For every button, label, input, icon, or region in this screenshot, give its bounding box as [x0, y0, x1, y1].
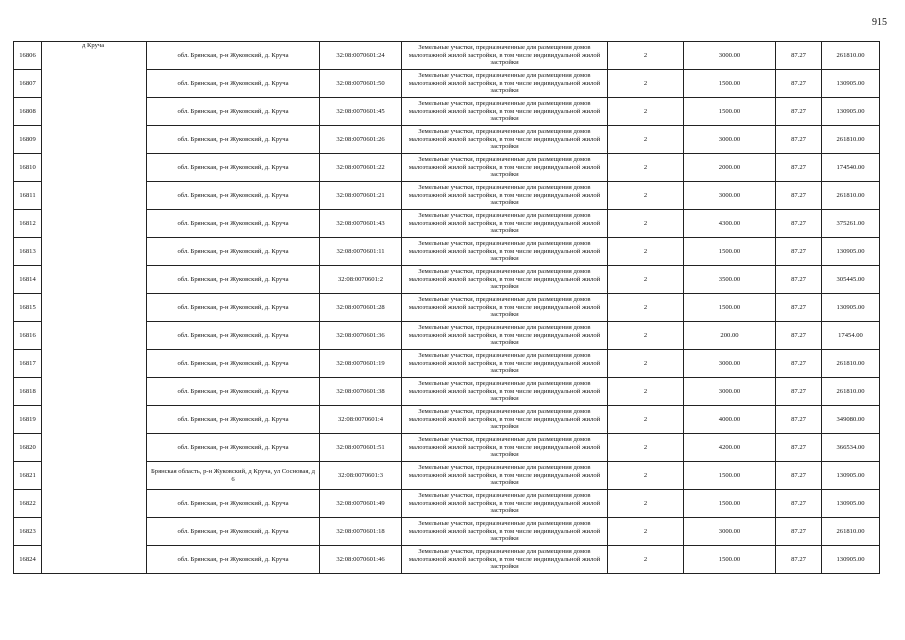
description-cell: Земельные участки, предназначенные для размещения домов малоэтажной жилой застройки, в том числе индивидуальной жилой застройки — [402, 70, 608, 98]
id-cell: 16811 — [14, 182, 42, 210]
id-cell: 16823 — [14, 518, 42, 546]
rate-cell: 87.27 — [776, 182, 822, 210]
price-cell: 174540.00 — [822, 154, 880, 182]
description-cell: Земельные участки, предназначенные для размещения домов малоэтажной жилой застройки, в том числе индивидуальной жилой застройки — [402, 294, 608, 322]
area-cell: 4200.00 — [684, 434, 776, 462]
category-cell: 2 — [608, 322, 684, 350]
area-cell: 1500.00 — [684, 294, 776, 322]
cadastral-cell: 32:08:0070601:3 — [320, 462, 402, 490]
cadastral-cell: 32:08:0070601:28 — [320, 294, 402, 322]
address-cell: обл. Брянская, р-н Жуковский, д. Круча — [147, 154, 320, 182]
rate-cell: 87.27 — [776, 210, 822, 238]
rate-cell: 87.27 — [776, 434, 822, 462]
category-cell: 2 — [608, 294, 684, 322]
address-cell: обл. Брянская, р-н Жуковский, д. Круча — [147, 70, 320, 98]
description-cell: Земельные участки, предназначенные для размещения домов малоэтажной жилой застройки, в том числе индивидуальной жилой застройки — [402, 266, 608, 294]
category-cell: 2 — [608, 434, 684, 462]
id-cell: 16810 — [14, 154, 42, 182]
area-cell: 3500.00 — [684, 266, 776, 294]
rate-cell: 87.27 — [776, 406, 822, 434]
registry-body — [14, 42, 880, 574]
cadastral-cell: 32:08:0070601:22 — [320, 154, 402, 182]
cadastral-cell: 32:08:0070601:49 — [320, 490, 402, 518]
price-cell: 130905.00 — [822, 70, 880, 98]
id-cell: 16824 — [14, 546, 42, 574]
category-cell: 2 — [608, 406, 684, 434]
cadastral-cell: 32:08:0070601:18 — [320, 518, 402, 546]
description-cell: Земельные участки, предназначенные для размещения домов малоэтажной жилой застройки, в том числе индивидуальной жилой застройки — [402, 350, 608, 378]
price-cell: 261810.00 — [822, 126, 880, 154]
cadastral-cell: 32:08:0070601:50 — [320, 70, 402, 98]
address-cell: обл. Брянская, р-н Жуковский, д. Круча — [147, 238, 320, 266]
area-cell: 1500.00 — [684, 490, 776, 518]
address-cell: обл. Брянская, р-н Жуковский, д. Круча — [147, 210, 320, 238]
locality-cell: д Круча — [42, 42, 147, 574]
cadastral-cell: 32:08:0070601:19 — [320, 350, 402, 378]
rate-cell: 87.27 — [776, 350, 822, 378]
rate-cell: 87.27 — [776, 154, 822, 182]
id-cell: 16813 — [14, 238, 42, 266]
category-cell: 2 — [608, 182, 684, 210]
rate-cell: 87.27 — [776, 238, 822, 266]
address-cell: обл. Брянская, р-н Жуковский, д. Круча — [147, 350, 320, 378]
category-cell: 2 — [608, 378, 684, 406]
id-cell: 16821 — [14, 462, 42, 490]
area-cell: 3000.00 — [684, 42, 776, 70]
category-cell: 2 — [608, 70, 684, 98]
price-cell: 17454.00 — [822, 322, 880, 350]
price-cell: 261810.00 — [822, 42, 880, 70]
price-cell: 305445.00 — [822, 266, 880, 294]
address-cell: обл. Брянская, р-н Жуковский, д. Круча — [147, 126, 320, 154]
category-cell: 2 — [608, 350, 684, 378]
description-cell: Земельные участки, предназначенные для размещения домов малоэтажной жилой застройки, в том числе индивидуальной жилой застройки — [402, 518, 608, 546]
category-cell: 2 — [608, 238, 684, 266]
area-cell: 3000.00 — [684, 182, 776, 210]
address-cell: обл. Брянская, р-н Жуковский, д. Круча — [147, 182, 320, 210]
id-cell: 16814 — [14, 266, 42, 294]
area-cell: 3000.00 — [684, 378, 776, 406]
description-cell: Земельные участки, предназначенные для размещения домов малоэтажной жилой застройки, в том числе индивидуальной жилой застройки — [402, 42, 608, 70]
area-cell: 3000.00 — [684, 126, 776, 154]
id-cell: 16807 — [14, 70, 42, 98]
address-cell: обл. Брянская, р-н Жуковский, д. Круча — [147, 294, 320, 322]
cadastral-cell: 32:08:0070601:45 — [320, 98, 402, 126]
rate-cell: 87.27 — [776, 266, 822, 294]
rate-cell: 87.27 — [776, 546, 822, 574]
description-cell: Земельные участки, предназначенные для размещения домов малоэтажной жилой застройки, в том числе индивидуальной жилой застройки — [402, 126, 608, 154]
price-cell: 261810.00 — [822, 518, 880, 546]
price-cell: 130905.00 — [822, 490, 880, 518]
category-cell: 2 — [608, 546, 684, 574]
description-cell: Земельные участки, предназначенные для размещения домов малоэтажной жилой застройки, в том числе индивидуальной жилой застройки — [402, 182, 608, 210]
id-cell: 16822 — [14, 490, 42, 518]
price-cell: 130905.00 — [822, 546, 880, 574]
area-cell: 1500.00 — [684, 98, 776, 126]
address-cell: обл. Брянская, р-н Жуковский, д. Круча — [147, 266, 320, 294]
cadastral-cell: 32:08:0070601:2 — [320, 266, 402, 294]
cadastral-cell: 32:08:0070601:51 — [320, 434, 402, 462]
price-cell: 261810.00 — [822, 182, 880, 210]
id-cell: 16808 — [14, 98, 42, 126]
rate-cell: 87.27 — [776, 490, 822, 518]
category-cell: 2 — [608, 210, 684, 238]
description-cell: Земельные участки, предназначенные для размещения домов малоэтажной жилой застройки, в том числе индивидуальной жилой застройки — [402, 154, 608, 182]
area-cell: 1500.00 — [684, 462, 776, 490]
description-cell: Земельные участки, предназначенные для размещения домов малоэтажной жилой застройки, в том числе индивидуальной жилой застройки — [402, 210, 608, 238]
cadastral-cell: 32:08:0070601:24 — [320, 42, 402, 70]
address-cell: обл. Брянская, р-н Жуковский, д. Круча — [147, 322, 320, 350]
address-cell: обл. Брянская, р-н Жуковский, д. Круча — [147, 546, 320, 574]
cadastral-cell: 32:08:0070601:43 — [320, 210, 402, 238]
area-cell: 1500.00 — [684, 238, 776, 266]
address-cell: обл. Брянская, р-н Жуковский, д. Круча — [147, 434, 320, 462]
price-cell: 349080.00 — [822, 406, 880, 434]
table-row — [14, 42, 880, 70]
cadastral-cell: 32:08:0070601:26 — [320, 126, 402, 154]
rate-cell: 87.27 — [776, 462, 822, 490]
price-cell: 366534.00 — [822, 434, 880, 462]
area-cell: 200.00 — [684, 322, 776, 350]
cadastral-cell: 32:08:0070601:11 — [320, 238, 402, 266]
rate-cell: 87.27 — [776, 322, 822, 350]
rate-cell: 87.27 — [776, 70, 822, 98]
category-cell: 2 — [608, 98, 684, 126]
rate-cell: 87.27 — [776, 518, 822, 546]
cadastral-cell: 32:08:0070601:46 — [320, 546, 402, 574]
page-number: 915 — [872, 17, 887, 28]
description-cell: Земельные участки, предназначенные для размещения домов малоэтажной жилой застройки, в том числе индивидуальной жилой застройки — [402, 490, 608, 518]
rate-cell: 87.27 — [776, 42, 822, 70]
category-cell: 2 — [608, 490, 684, 518]
id-cell: 16817 — [14, 350, 42, 378]
area-cell: 4300.00 — [684, 210, 776, 238]
description-cell: Земельные участки, предназначенные для размещения домов малоэтажной жилой застройки, в том числе индивидуальной жилой застройки — [402, 98, 608, 126]
id-cell: 16815 — [14, 294, 42, 322]
rate-cell: 87.27 — [776, 294, 822, 322]
area-cell: 4000.00 — [684, 406, 776, 434]
registry-table — [13, 41, 880, 574]
price-cell: 261810.00 — [822, 378, 880, 406]
price-cell: 130905.00 — [822, 238, 880, 266]
id-cell: 16820 — [14, 434, 42, 462]
description-cell: Земельные участки, предназначенные для размещения домов малоэтажной жилой застройки, в том числе индивидуальной жилой застройки — [402, 322, 608, 350]
address-cell: обл. Брянская, р-н Жуковский, д. Круча — [147, 490, 320, 518]
description-cell: Земельные участки, предназначенные для размещения домов малоэтажной жилой застройки, в том числе индивидуальной жилой застройки — [402, 462, 608, 490]
rate-cell: 87.27 — [776, 378, 822, 406]
category-cell: 2 — [608, 266, 684, 294]
id-cell: 16809 — [14, 126, 42, 154]
cadastral-cell: 32:08:0070601:4 — [320, 406, 402, 434]
address-cell: Брянская область, р-н Жуковский, д Круча, ул Сосновая, д 6 — [147, 462, 320, 490]
category-cell: 2 — [608, 518, 684, 546]
cadastral-cell: 32:08:0070601:38 — [320, 378, 402, 406]
cadastral-cell: 32:08:0070601:36 — [320, 322, 402, 350]
description-cell: Земельные участки, предназначенные для размещения домов малоэтажной жилой застройки, в том числе индивидуальной жилой застройки — [402, 546, 608, 574]
price-cell: 375261.00 — [822, 210, 880, 238]
category-cell: 2 — [608, 42, 684, 70]
id-cell: 16816 — [14, 322, 42, 350]
category-cell: 2 — [608, 154, 684, 182]
id-cell: 16812 — [14, 210, 42, 238]
rate-cell: 87.27 — [776, 98, 822, 126]
category-cell: 2 — [608, 126, 684, 154]
description-cell: Земельные участки, предназначенные для размещения домов малоэтажной жилой застройки, в том числе индивидуальной жилой застройки — [402, 238, 608, 266]
area-cell: 1500.00 — [684, 70, 776, 98]
price-cell: 261810.00 — [822, 350, 880, 378]
id-cell: 16819 — [14, 406, 42, 434]
description-cell: Земельные участки, предназначенные для размещения домов малоэтажной жилой застройки, в том числе индивидуальной жилой застройки — [402, 406, 608, 434]
area-cell: 2000.00 — [684, 154, 776, 182]
cadastral-cell: 32:08:0070601:21 — [320, 182, 402, 210]
description-cell: Земельные участки, предназначенные для размещения домов малоэтажной жилой застройки, в том числе индивидуальной жилой застройки — [402, 378, 608, 406]
price-cell: 130905.00 — [822, 462, 880, 490]
price-cell: 130905.00 — [822, 294, 880, 322]
address-cell: обл. Брянская, р-н Жуковский, д. Круча — [147, 378, 320, 406]
category-cell: 2 — [608, 462, 684, 490]
rate-cell: 87.27 — [776, 126, 822, 154]
area-cell: 3000.00 — [684, 350, 776, 378]
address-cell: обл. Брянская, р-н Жуковский, д. Круча — [147, 98, 320, 126]
id-cell: 16818 — [14, 378, 42, 406]
area-cell: 3000.00 — [684, 518, 776, 546]
area-cell: 1500.00 — [684, 546, 776, 574]
id-cell: 16806 — [14, 42, 42, 70]
address-cell: обл. Брянская, р-н Жуковский, д. Круча — [147, 406, 320, 434]
address-cell: обл. Брянская, р-н Жуковский, д. Круча — [147, 518, 320, 546]
price-cell: 130905.00 — [822, 98, 880, 126]
description-cell: Земельные участки, предназначенные для размещения домов малоэтажной жилой застройки, в том числе индивидуальной жилой застройки — [402, 434, 608, 462]
address-cell: обл. Брянская, р-н Жуковский, д. Круча — [147, 42, 320, 70]
